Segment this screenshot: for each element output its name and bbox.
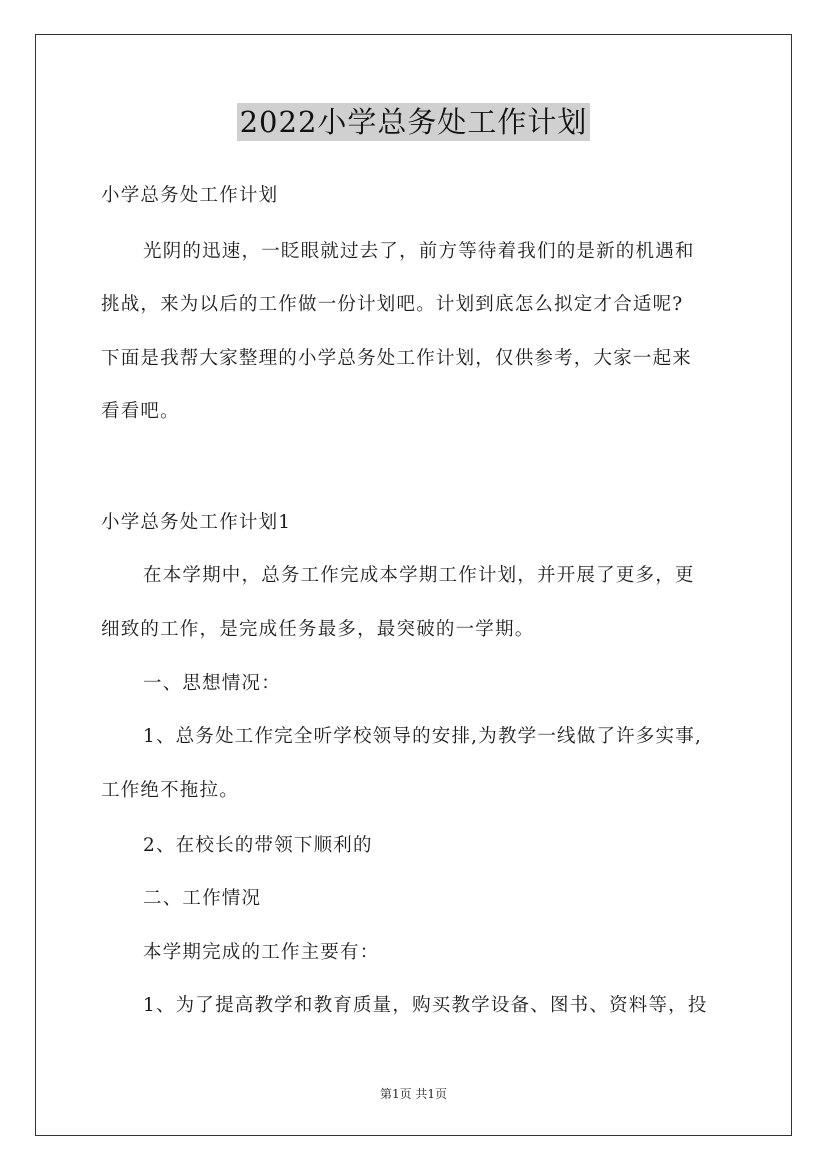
document-title-wrap (0, 100, 827, 141)
paragraph-line: 挑战，来为以后的工作做一份计划吧。计划到底怎么拟定才合适呢? (101, 294, 684, 315)
paragraph-line: 1、为了提高教学和教育质量，购买教学设备、图书、资料等，投 (143, 995, 708, 1016)
paragraph-line: 光阴的迅速，一眨眼就过去了，前方等待着我们的是新的机遇和 (143, 241, 695, 262)
section-heading: 小学总务处工作计划1 (101, 512, 292, 533)
section-heading: 小学总务处工作计划 (101, 185, 279, 206)
paragraph-line: 细致的工作，是完成任务最多，最突破的一学期。 (101, 619, 535, 640)
paragraph-line: 下面是我帮大家整理的小学总务处工作计划，仅供参考，大家一起来 (101, 348, 693, 369)
paragraph-line: 2、在校长的带领下顺利的 (143, 835, 373, 856)
paragraph-line: 看看吧。 (101, 401, 180, 422)
paragraph-line: 本学期完成的工作主要有： (143, 942, 380, 963)
subheading: 一、思想情况： (143, 673, 281, 694)
document-title: 2022小学总务处工作计划 (237, 103, 591, 141)
subheading: 二、工作情况 (143, 888, 262, 909)
paragraph-line: 工作绝不拖拉。 (101, 780, 239, 801)
paragraph-line: 在本学期中，总务工作完成本学期工作计划，并开展了更多，更 (143, 565, 695, 586)
page-footer: 第1页 共1页 (379, 1087, 448, 1101)
paragraph-line: 1、总务处工作完全听学校领导的安排,为教学一线做了许多实事, (143, 726, 703, 747)
